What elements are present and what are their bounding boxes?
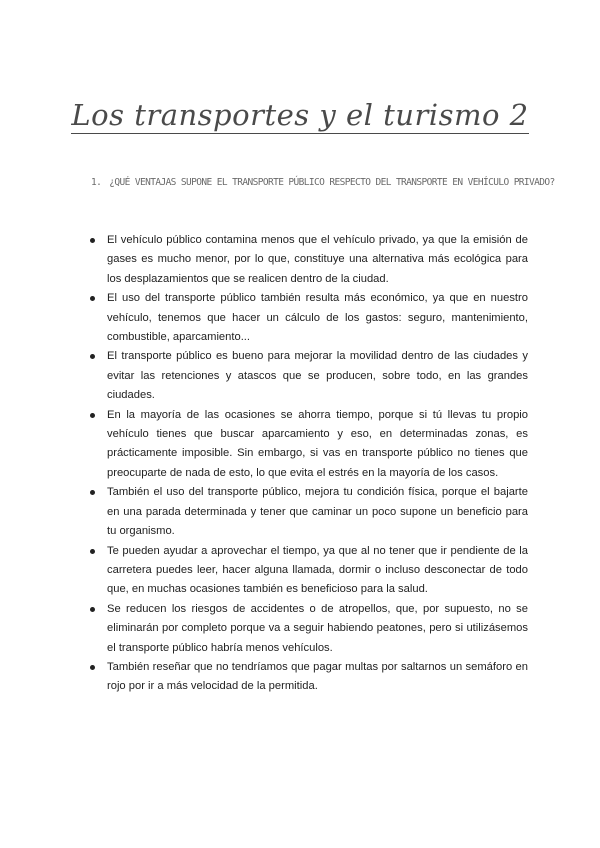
list-item-text: Se reducen los riesgos de accidentes o de atropellos, que, por supuesto, no se eliminarán por completo porque va a seguir habiendo peatones, pero si utilizásemos el transporte público habría menos vehículos. — [107, 602, 528, 654]
bullet-icon — [90, 238, 95, 243]
list-item-text: También reseñar que no tendríamos que pagar multas por saltarnos un semáforo en rojo por ir a más velocidad de la permitida. — [107, 660, 528, 693]
question-text: ¿QUÉ VENTAJAS SUPONE EL TRANSPORTE PÚBLICO RESPECTO DEL TRANSPORTE EN VEHÍCULO PRIVADO? — [109, 177, 555, 188]
bullet-icon — [90, 354, 95, 359]
list-item — [88, 231, 528, 289]
bullet-icon — [90, 665, 95, 670]
bullet-icon — [90, 296, 95, 301]
question-heading — [91, 177, 555, 188]
bullet-icon — [90, 490, 95, 495]
list-item — [88, 347, 528, 405]
list-item — [88, 542, 528, 600]
bullet-list — [88, 231, 528, 697]
list-item-text: El transporte público es bueno para mejorar la movilidad dentro de las ciudades y evitar las retenciones y atascos que se producen, sobre todo, en las grandes ciudades. — [107, 350, 528, 402]
list-item — [88, 600, 528, 658]
bullet-icon — [90, 549, 95, 554]
question-number: 1. — [91, 177, 102, 188]
list-item — [88, 483, 528, 541]
list-item-text: En la mayoría de las ocasiones se ahorra tiempo, porque si tú llevas tu propio vehículo tienes que buscar aparcamiento y eso, en determinadas zonas, es prácticamente imposible. Sin embargo, si vas en transporte público no tienes que preocuparte de nada de esto, lo que evita el estrés en la mayoría de los casos. — [107, 408, 528, 479]
list-item-text: El vehículo público contamina menos que el vehículo privado, ya que la emisión de gases es mucho menor, por lo que, constituye una alternativa más ecológica para los desplazamientos que se realicen dentro de la ciudad. — [107, 234, 528, 285]
list-item-text: El uso del transporte público también resulta más económico, ya que en nuestro vehículo, tenemos que hacer un cálculo de los gastos: seguro, mantenimiento, combustible, aparcamiento... — [107, 292, 528, 344]
bullet-icon — [90, 607, 95, 612]
list-item — [88, 658, 528, 697]
page-title — [0, 98, 600, 132]
page-title-text: Los transportes y el turismo 2 — [71, 98, 529, 132]
bullet-icon — [90, 413, 95, 418]
list-item — [88, 406, 528, 484]
list-item — [88, 289, 528, 347]
list-item-text: También el uso del transporte público, mejora tu condición física, porque el bajarte en una parada determinada y tener que caminar un poco supone un beneficio para tu organismo. — [107, 486, 528, 538]
list-item-text: Te pueden ayudar a aprovechar el tiempo, ya que al no tener que ir pendiente de la carretera puedes leer, hacer alguna llamada, dormir o incluso desconectar de todo que, en muchas ocasiones también es beneficioso para la salud. — [107, 544, 528, 596]
